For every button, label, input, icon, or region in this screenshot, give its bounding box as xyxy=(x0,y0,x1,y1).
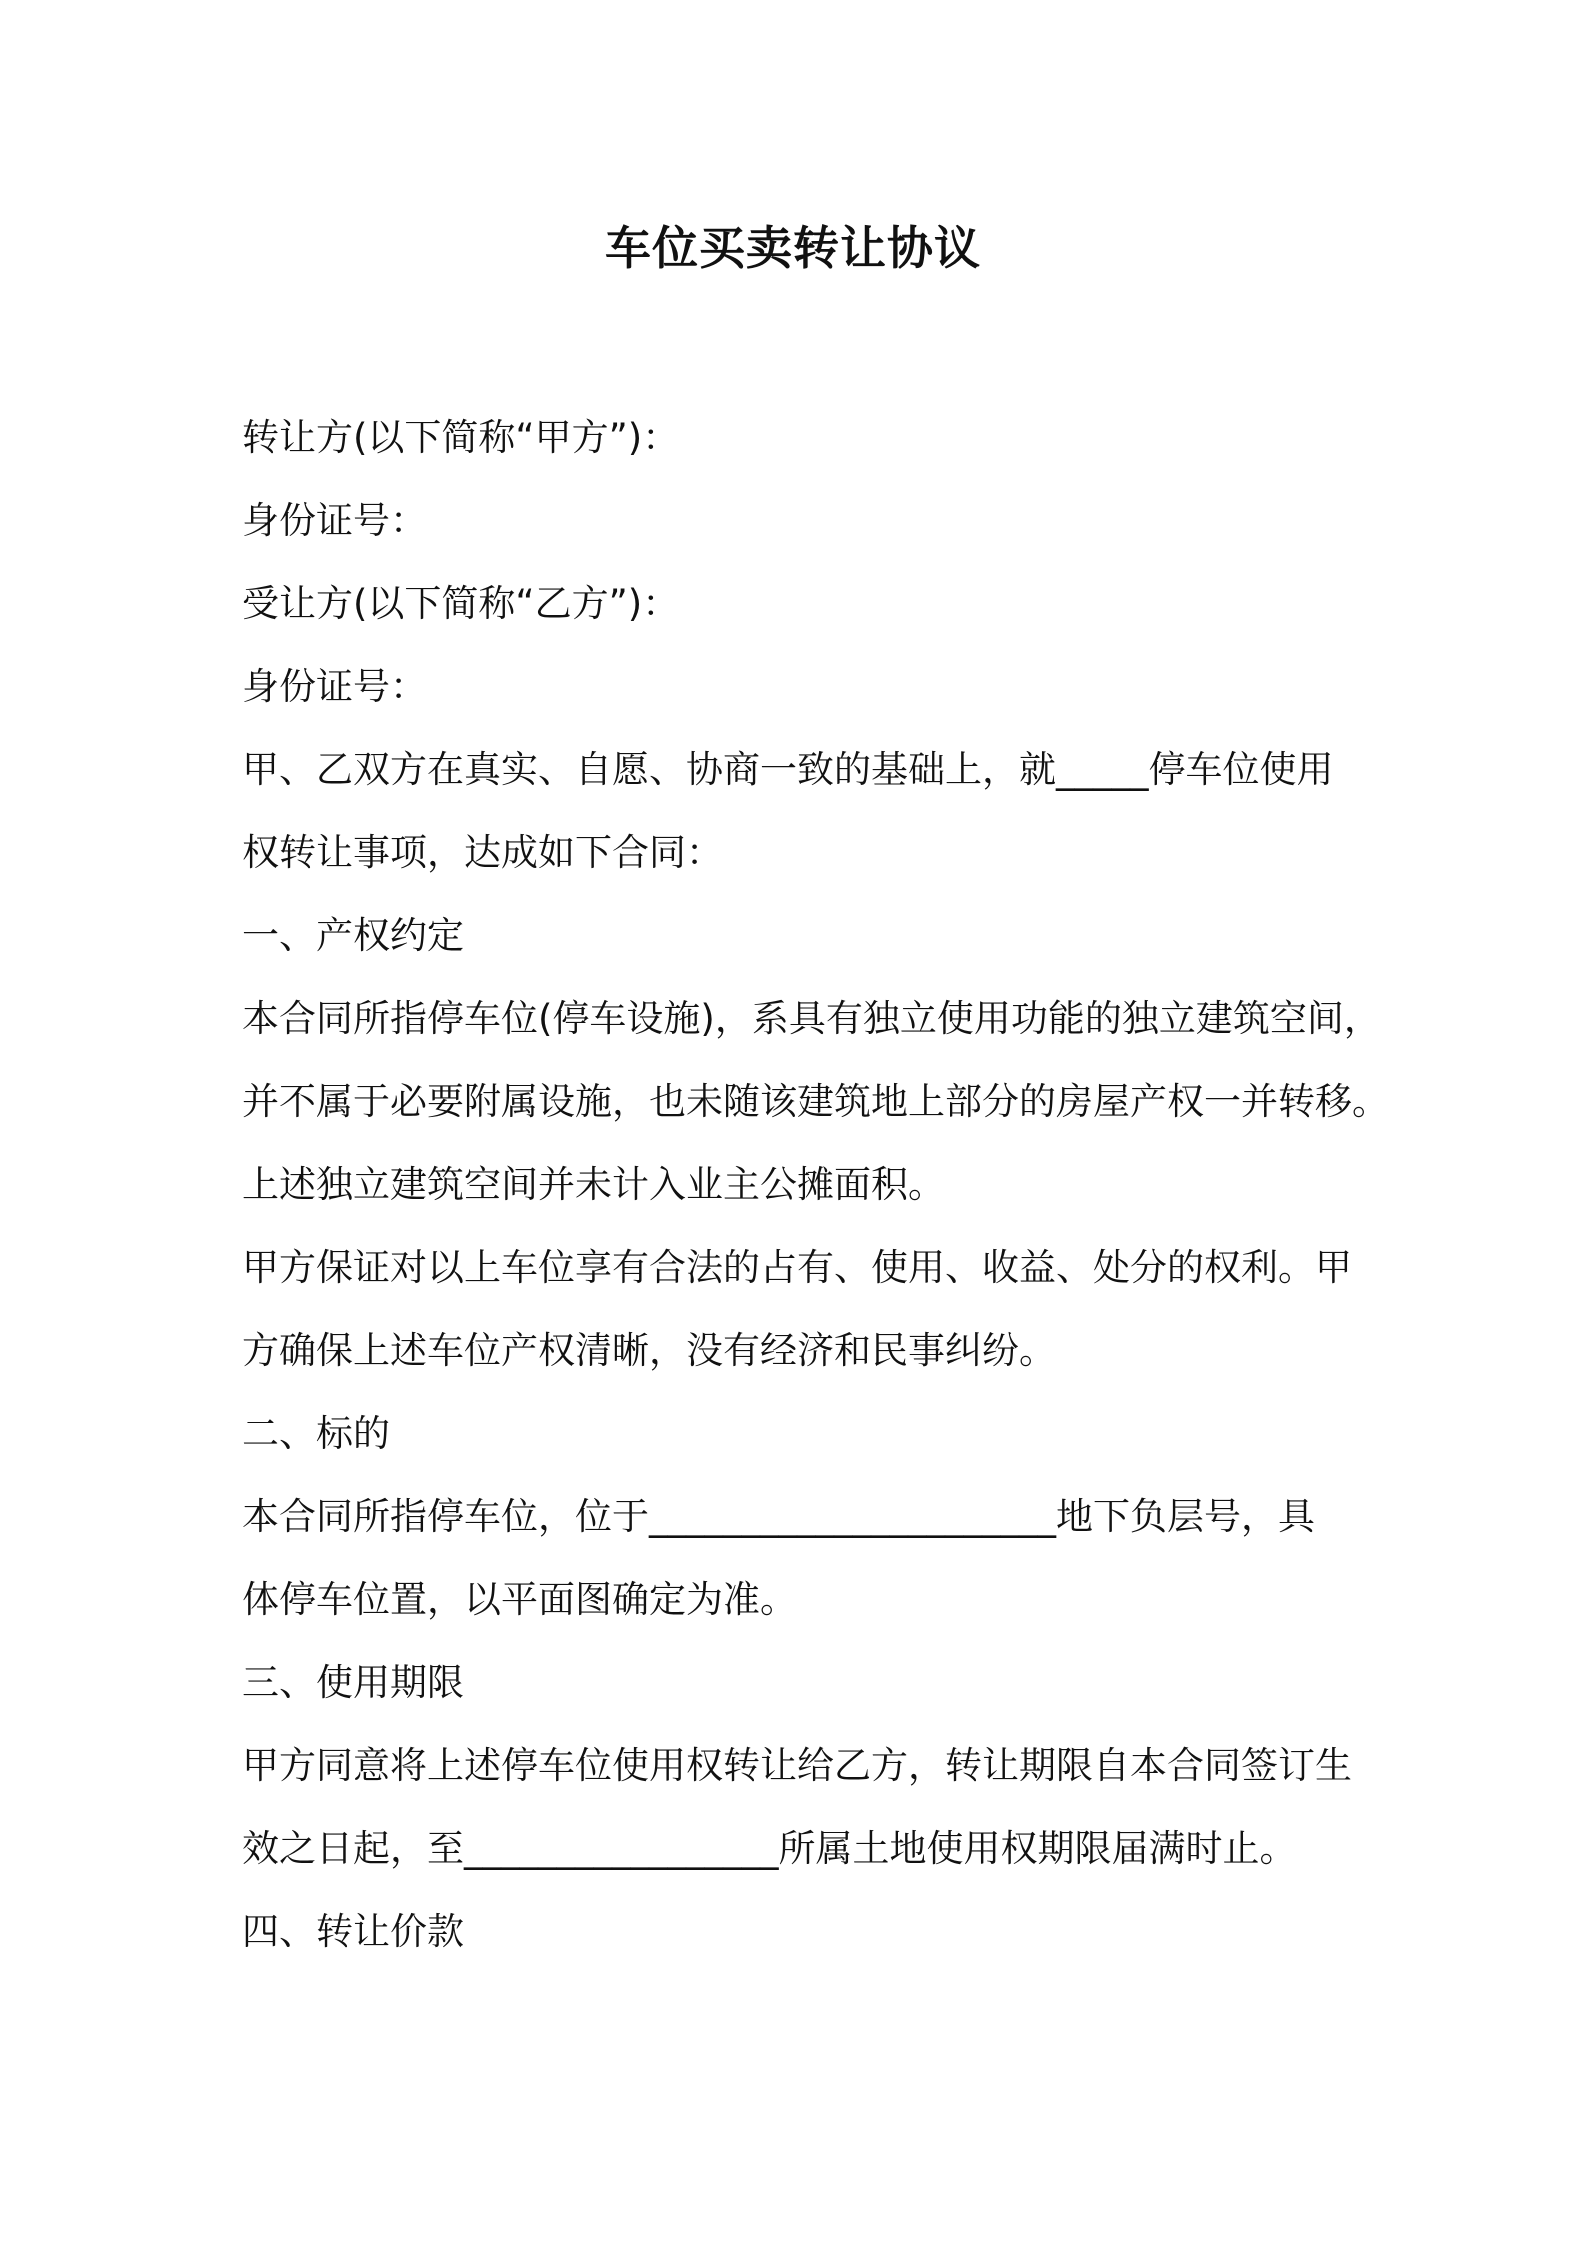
section-1-heading: 一、产权约定 xyxy=(242,914,464,957)
preamble-line-2: 权转让事项，达成如下合同： xyxy=(242,831,723,874)
section-2-heading: 二、标的 xyxy=(242,1412,390,1455)
section-1-paragraph-line-4: 甲方保证对以上车位享有合法的占有、使用、收益、处分的权利。甲 xyxy=(242,1246,1352,1289)
transferor-id-line: 身份证号： xyxy=(242,499,427,542)
transferor-line: 转让方(以下简称“甲方”)： xyxy=(242,416,680,459)
transferee-id-line: 身份证号： xyxy=(242,665,427,708)
section-2-paragraph-line-1: 本合同所指停车位，位于______________________地下负层号，具 xyxy=(242,1495,1315,1538)
section-1-paragraph-line-5: 方确保上述车位产权清晰，没有经济和民事纠纷。 xyxy=(242,1329,1056,1372)
preamble-line-1: 甲、乙双方在真实、自愿、协商一致的基础上，就_____停车位使用 xyxy=(242,748,1334,791)
transferee-line: 受让方(以下简称“乙方”)： xyxy=(242,582,680,625)
section-3-paragraph-line-2: 效之日起，至_________________所属土地使用权期限届满时止。 xyxy=(242,1827,1297,1870)
section-3-paragraph-line-1: 甲方同意将上述停车位使用权转让给乙方，转让期限自本合同签订生 xyxy=(242,1744,1352,1787)
section-1-paragraph-line-3: 上述独立建筑空间并未计入业主公摊面积。 xyxy=(242,1163,945,1206)
section-2-paragraph-line-2: 体停车位置，以平面图确定为准。 xyxy=(242,1578,797,1621)
section-4-heading: 四、转让价款 xyxy=(242,1910,464,1953)
section-1-paragraph-line-1: 本合同所指停车位(停车设施)，系具有独立使用功能的独立建筑空间， xyxy=(242,997,1381,1040)
document-title: 车位买卖转让协议 xyxy=(605,221,981,275)
section-1-paragraph-line-2: 并不属于必要附属设施，也未随该建筑地上部分的房屋产权一并转移。 xyxy=(242,1080,1389,1123)
section-3-heading: 三、使用期限 xyxy=(242,1661,464,1704)
